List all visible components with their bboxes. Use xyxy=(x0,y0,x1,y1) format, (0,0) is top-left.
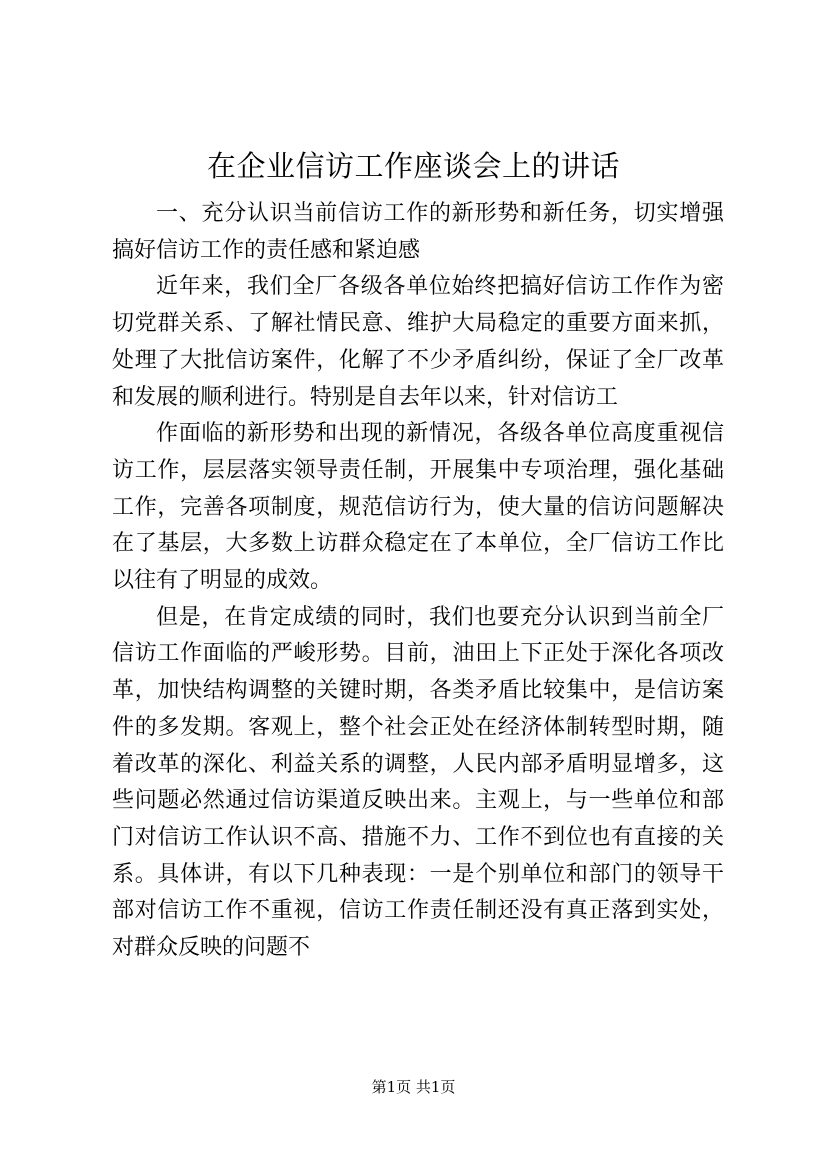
paragraph-severe-situation: 但是，在肯定成绩的同时，我们也要充分认识到当前全厂信访工作面临的严峻形势。目前，油田上下正处于深化各项改革，加快结构调整的关键时期，各类矛盾比较集中，是信访案件的多发期。客观上，整个社会正处在经济体制转型时期，随着改革的深化、利益关系的调整，人民内部矛盾明显增多，这些问题必然通过信访渠道反映出来。主观上，与一些单位和部门对信访工作认识不高、措施不力、工作不到位也有直接的关系。具体讲，有以下几种表现：一是个别单位和部门的领导干部对信访工作不重视，信访工作责任制还没有真正落到实处，对群众反映的问题不 xyxy=(112,604,724,961)
paragraph-new-situation: 作面临的新形势和出现的新情况，各级各单位高度重视信访工作，层层落实领导责任制，开展集中专项治理，强化基础工作，完善各项制度，规范信访行为，使大量的信访问题解决在了基层，大多数上访群众稳定在了本单位，全厂信访工作比以往有了明显的成效。 xyxy=(112,421,724,594)
paragraph-section-heading: 一、充分认识当前信访工作的新形势和新任务，切实增强搞好信访工作的责任感和紧迫感 xyxy=(112,201,724,263)
document-title: 在企业信访工作座谈会上的讲话 xyxy=(206,149,620,183)
page-footer: 第1页 共1页 xyxy=(371,1078,456,1096)
document-body xyxy=(112,196,724,967)
paragraph-recent-years: 近年来，我们全厂各级各单位始终把搞好信访工作作为密切党群关系、了解社情民意、维护大局稳定的重要方面来抓，处理了大批信访案件，化解了不少矛盾纠纷，保证了全厂改革和发展的顺利进行。特别是自去年以来，针对信访工 xyxy=(112,274,724,410)
